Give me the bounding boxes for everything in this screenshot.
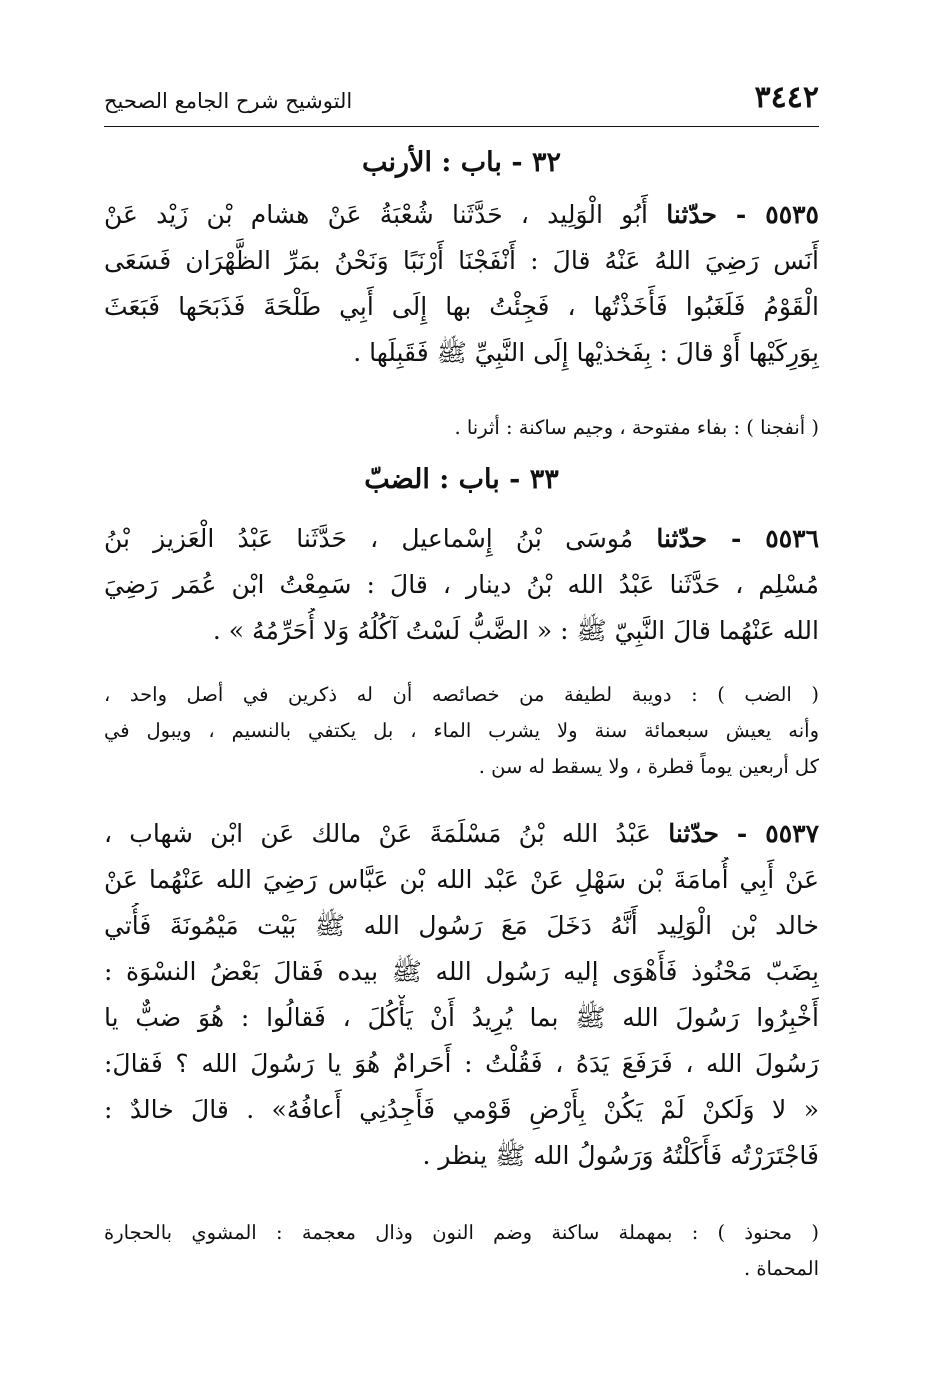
hadith-line: ٥٥٣٥ - حدّثنا أَبُو الْوَلِيد ، حَدَّثَنا شُعْبَةُ عَنْ هشام بْن زَيْد عَنْ — [104, 200, 819, 229]
hadith-line: أَخْبِرُوا رَسُولَ الله ﷺ بما يُرِيدُ أَنْ يَأْكُلَ ، فَقالُوا : هُوَ ضبٌّ يا — [104, 1003, 819, 1032]
note-5536 — [104, 677, 819, 785]
page-number: ٣٤٤٢ — [754, 80, 819, 115]
hadith-number: ٥٥٣٧ - حدّثنا — [668, 819, 819, 848]
hadith-5535 — [104, 192, 819, 376]
note-line: ( محنوذ ) : بمهملة ساكنة وضم النون وذال معجمة : المشوي بالحجارة — [104, 1221, 819, 1244]
header-divider — [104, 126, 819, 127]
note-line: وأنه يعيش سبعمائة سنة ولا يشرب الماء ، بل يكتفي بالنسيم ، ويبول في — [104, 719, 819, 742]
hadith-line: مُسْلِم ، حَدَّثَنا عَبْدُ الله بْنُ دينار ، قالَ : سَمِعْتُ ابْن عُمَر رَضِيَ — [104, 570, 819, 599]
hadith-5536 — [104, 516, 819, 654]
note-line: كل أربعين يوماً قطرة ، ولا يسقط له سن . — [478, 755, 819, 778]
note-5537 — [104, 1215, 819, 1287]
note-line: ( أنفجنا ) : بفاء مفتوحة ، وجيم ساكنة : أثرنا . — [454, 416, 819, 439]
hadith-line: الله عَنْهُما قالَ النَّبِيّ ﷺ : « الضَّبُّ لَسْتُ آكُلُهُ وَلا أُحَرِّمُهُ » . — [212, 616, 819, 645]
hadith-number: ٥٥٣٦ - حدّثنا — [656, 524, 819, 553]
book-title: التوشيح شرح الجامع الصحيح — [104, 89, 353, 113]
chapter-heading-33: ٣٣ - باب : الضبّ — [364, 464, 559, 495]
hadith-line: عَنْ أَبِي أُمامَةَ بْن سَهْلِ عَنْ عَبْد الله بْن عَبَّاس رَضِيَ الله عَنْهُما عَنْ — [104, 865, 819, 894]
hadith-line: الْقَوْمُ فَلَغَبُوا فَأَخَذْتُها ، فَجِئْتُ بها إِلَى أَبِي طَلْحَةَ فَذَبَحَها فَبَعَثَ — [104, 292, 819, 321]
hadith-line: أَنَس رَضِيَ اللهُ عَنْهُ قالَ : أَنْفَجْنَا أَرْنَبًا وَنَحْنُ بمَرِّ الظَّهْرَان فَسَعَى — [104, 246, 819, 275]
hadith-line: بِضَبّ مَحْنُوذ فَأَهْوَى إليه رَسُول الله ﷺ بيده فَقالَ بَعْضُ النسْوَة : — [104, 957, 819, 986]
running-header — [104, 80, 819, 120]
chapter-heading-32: ٣٢ - باب : الأرنب — [362, 147, 561, 178]
note-5535 — [104, 410, 819, 446]
hadith-line: بِوَرِكَيْها أَوْ قالَ : بِفَخذيْها إِلَى النَّبِيِّ ﷺ فَقَبِلَها . — [353, 338, 819, 367]
hadith-line: رَسُولَ الله ، فَرَفَعَ يَدَهُ ، فَقُلْتُ : أَحَرامٌ هُوَ يا رَسُولَ الله ؟ فَقالَ: — [104, 1049, 819, 1078]
hadith-line: ٥٥٣٦ - حدّثنا مُوسَى بْنُ إِسْماعيل ، حَدَّثَنا عَبْدُ الْعَزيز بْنُ — [104, 524, 819, 553]
hadith-number: ٥٥٣٥ - حدّثنا — [666, 200, 819, 229]
note-line: المحماة . — [743, 1257, 819, 1280]
hadith-5537 — [104, 811, 819, 1179]
hadith-line: ٥٥٣٧ - حدّثنا عَبْدُ الله بْنُ مَسْلَمَةَ عَنْ مالك عَن ابْن شهاب ، — [104, 819, 819, 848]
hadith-line: « لا وَلَكنْ لَمْ يَكُنْ بِأَرْضِ قَوْمي فَأَجِدُنِي أَعافُهُ» . قالَ خالدٌ : — [104, 1095, 819, 1124]
hadith-line: خالد بْن الْوَلِيد أَنَّهُ دَخَلَ مَعَ رَسُول الله ﷺ بَيْت مَيْمُونَةَ فَأُتي — [104, 911, 819, 940]
note-line: ( الضب ) : دويبة لطيفة من خصائصه أن له ذكرين في أصل واحد ، — [104, 683, 819, 706]
hadith-line: فَاجْتَرَرْتُه فَأَكَلْتُهُ وَرَسُولُ الله ﷺ ينظر . — [422, 1141, 819, 1170]
